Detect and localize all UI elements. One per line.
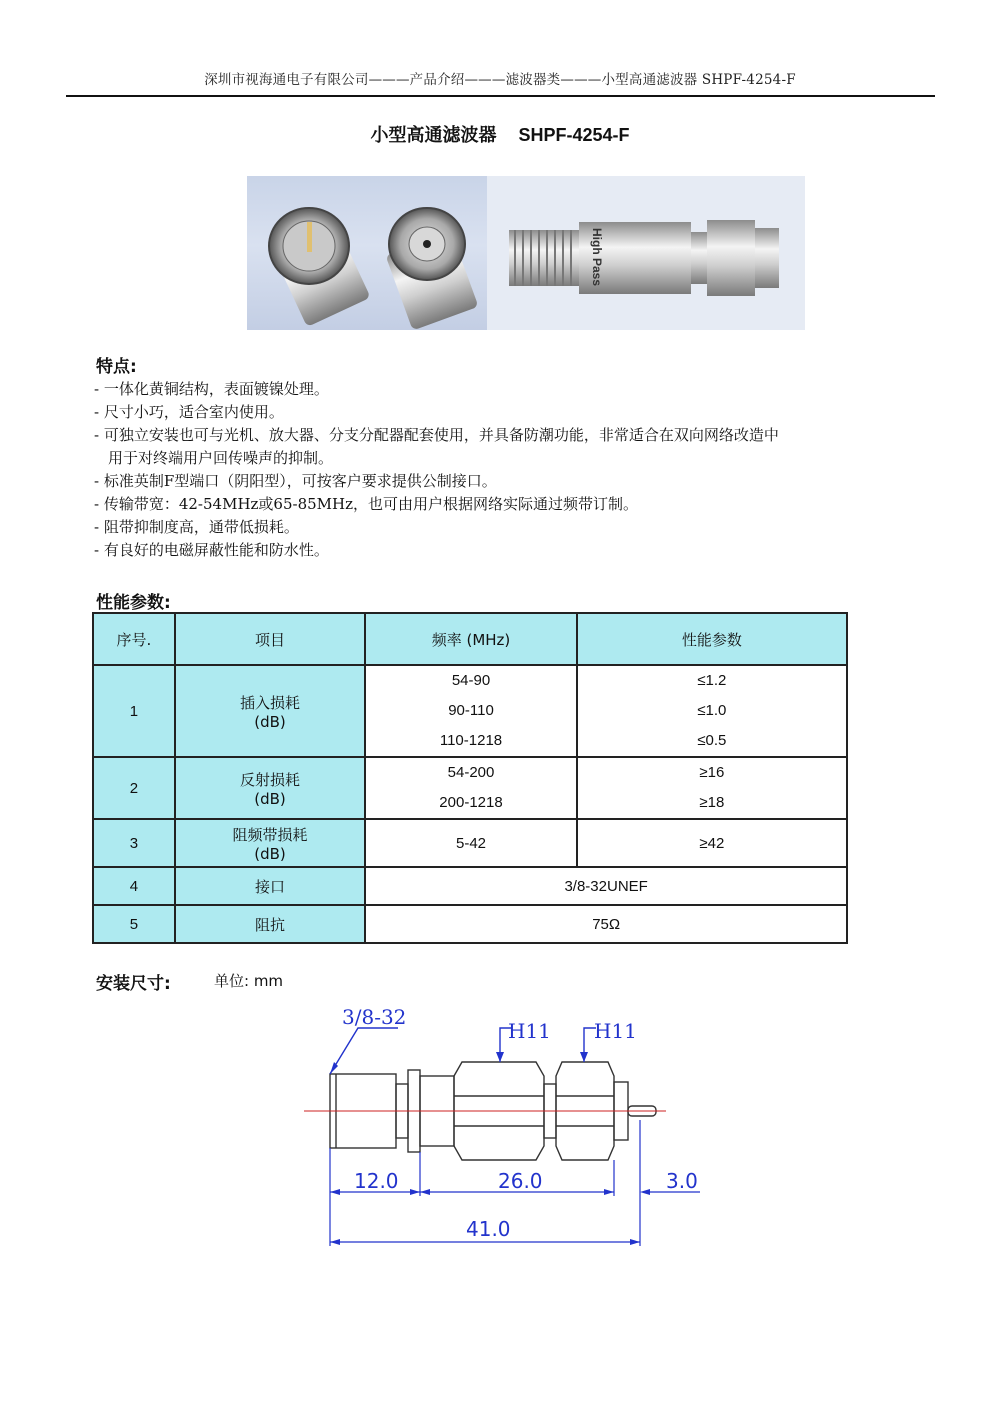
col-header-value: 性能参数 (577, 613, 847, 665)
feature-item: - 标准英制F型端口（阴阳型），可按客户要求提供公制接口。 (94, 472, 497, 490)
unit-label: 单位: mm (214, 972, 284, 990)
feature-item: - 有良好的电磁屏蔽性能和防水性。 (94, 541, 329, 559)
photo-label: High Pass (590, 228, 604, 287)
param-value: ≤1.2 (697, 672, 727, 689)
table-row (93, 665, 847, 757)
dim-c-label: 3.0 (666, 1169, 698, 1193)
freq-cell: 5-42 (365, 819, 576, 867)
feature-item: - 尺寸小巧，适合室内使用。 (94, 403, 284, 421)
product-model: SHPF-4254-F (518, 125, 630, 145)
freq-value: 200-1218 (439, 794, 503, 811)
freq-cell (365, 757, 576, 819)
thread-label: 3/8-32 (342, 1005, 407, 1029)
leader-arrows (330, 1052, 588, 1074)
filter-side-photo (509, 220, 779, 296)
param-value: ≤0.5 (697, 732, 727, 749)
item-unit: (dB) (254, 712, 286, 731)
product-name: 小型高通滤波器 (370, 125, 497, 146)
dimension-drawing-svg (290, 1000, 698, 1260)
item-label: 反射损耗 (240, 770, 301, 789)
install-heading: 安装尺寸: (96, 974, 171, 994)
freq-cell (365, 665, 576, 757)
table-row (93, 867, 847, 905)
dimension-drawing (290, 1000, 698, 1264)
performance-heading: 性能参数: (96, 593, 171, 613)
item-label: 插入损耗 (240, 693, 301, 712)
row-item: 阻抗 (175, 905, 365, 943)
row-number: 5 (93, 905, 175, 943)
param-value: ≤1.0 (697, 702, 727, 719)
dim-a-label: 12.0 (354, 1169, 399, 1193)
freq-value: 54-200 (447, 764, 495, 781)
hex1-label: H11 (508, 1019, 551, 1043)
female-connector-photo (385, 208, 478, 331)
row-number: 1 (93, 665, 175, 757)
row-number: 2 (93, 757, 175, 819)
col-header-item: 项目 (175, 613, 365, 665)
features-heading: 特点: (96, 357, 137, 377)
row-item (175, 757, 365, 819)
row-item (175, 819, 365, 867)
row-number: 3 (93, 819, 175, 867)
header-rule (66, 95, 935, 97)
table-header-row (93, 613, 847, 665)
feature-item: - 可独立安装也可与光机、放大器、分支分配器配套使用，并具备防潮功能，非常适合在双向网络改造中 (94, 426, 779, 444)
feature-item: - 阻带抑制度高，通带低损耗。 (94, 518, 299, 536)
param-cell: 75Ω (365, 905, 847, 943)
performance-table (92, 612, 848, 944)
item-unit: (dB) (254, 844, 286, 863)
param-cell (577, 665, 847, 757)
row-item (175, 665, 365, 757)
freq-value: 110-1218 (439, 732, 503, 749)
features-list (94, 378, 914, 562)
male-connector-photo (269, 208, 371, 327)
table-row (93, 757, 847, 819)
feature-item-continued: 用于对终端用户回传噪声的抑制。 (108, 449, 334, 467)
param-cell (577, 757, 847, 819)
feature-item: - 一体化黄铜结构，表面镀镍处理。 (94, 380, 329, 398)
freq-value: 90-110 (448, 702, 494, 719)
param-cell: ≥42 (577, 819, 847, 867)
leaders (330, 1028, 596, 1074)
product-photo (247, 176, 805, 330)
freq-value: 54-90 (451, 672, 491, 689)
product-photo-drawing (247, 176, 805, 330)
dimension-lines (330, 1192, 700, 1242)
table-row (93, 819, 847, 867)
page-header: 深圳市视海通电子有限公司———产品介绍———滤波器类———小型高通滤波器 SHPF-4254-F (204, 72, 796, 88)
feature-item: - 传输带宽：42-54MHz或65-85MHz，也可由用户根据网络实际通过频带订制。 (94, 495, 639, 513)
product-title (0, 121, 1000, 147)
param-value: ≥18 (699, 794, 725, 811)
row-item: 接口 (175, 867, 365, 905)
item-unit: (dB) (254, 789, 286, 808)
hex2-label: H11 (594, 1019, 637, 1043)
col-header-no: 序号. (93, 613, 175, 665)
table-row (93, 905, 847, 943)
col-header-frequency: 频率 (MHz) (365, 613, 576, 665)
dim-b-label: 26.0 (498, 1169, 543, 1193)
dim-total-label: 41.0 (466, 1217, 511, 1241)
item-label: 阻频带损耗 (232, 825, 308, 844)
row-number: 4 (93, 867, 175, 905)
param-cell: 3/8-32UNEF (365, 867, 847, 905)
param-value: ≥16 (699, 764, 725, 781)
